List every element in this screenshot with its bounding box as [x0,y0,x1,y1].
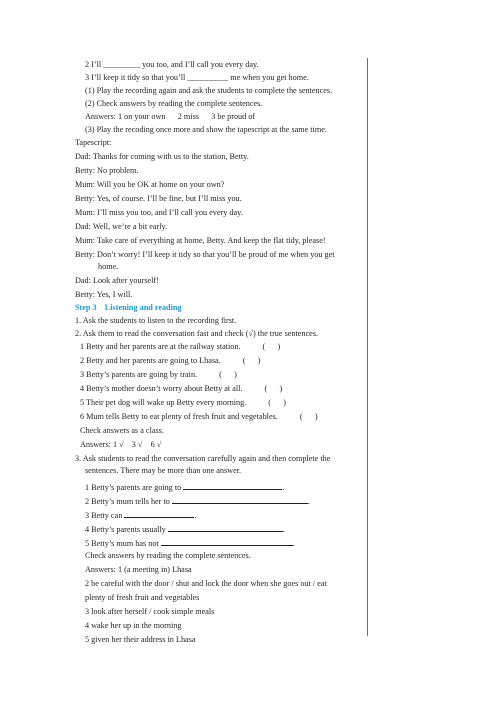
tapescript-line-continued: home. [98,262,119,271]
answers-1: Answers: 1 on your own 2 miss 3 be proud of [85,112,256,121]
answers-3: Answers: 1 (a meeting in) Lhasa [85,565,192,574]
answer-blank [124,509,194,518]
instruction-3: (3) Play the recoding once more and show the tapescript at the same time. [85,125,327,134]
tapescript-line: Mum: I’ll miss you too, and I’ll call you every day. [75,208,243,217]
answers-2: Answers: 1 √ 3 √ 6 √ [80,440,162,449]
tapescript-line: Betty: Don’t worry! I’ll keep it tidy so that you’ll be proud of me when you get [75,250,335,259]
answers-3-line: 4 wake her up in the morning [85,621,182,630]
step3-item-3-continued: sentences. There may be more than one answer. [85,466,242,475]
answer-blank [168,523,283,532]
step3-item-1: 1. Ask the students to listen to the recording first. [75,316,237,325]
instruction-1: (1) Play the recording again and ask the students to complete the sentences. [85,86,333,95]
check-note: Check answers as a class. [80,426,164,435]
step3-item-3: 3. Ask students to read the conversation carefully again and then complete the [75,454,331,463]
check-note-3: Check answers by reading the complete sentences. [85,551,251,560]
fill-item-2: 2 Betty’s mum tells her to . [85,497,310,506]
tapescript-line: Betty: Yes, of course. I’ll be fine, but I’ll miss you. [75,194,242,203]
fill-item-3: 3 Betty can . [85,511,197,520]
fill-item-1: 1 Betty’s parents are going to . [85,483,285,492]
margin-rule [367,58,368,636]
answer-parentheses: ( ) [219,370,237,379]
tapescript-line: Dad: Look after yourself! [75,276,159,285]
answer-blank [183,481,282,490]
tapescript-line: Betty: No problem. [75,166,139,175]
step3-heading: Step 3 Listening and reading [75,303,182,312]
check-sentence-2: 2 Betty and her parents are going to Lhasa. ( ) [80,356,261,365]
answer-blank [161,537,293,546]
answers-3-line: 5 given her their address in Lhasa [85,635,196,644]
tapescript-line: Mum: Will you be OK at home on your own? [75,180,225,189]
fill-item-4: 4 Betty’s parents usually . [85,525,285,534]
check-sentence-6: 6 Mum tells Betty to eat plenty of fresh fruit and vegetables. ( ) [80,412,318,421]
check-sentence-5: 5 Their pet dog will wake up Betty every morning. ( ) [80,398,287,407]
tapescript-line: Betty: Yes, I will. [75,290,133,299]
answers-3-line: 3 look after herself / cook simple meals [85,607,215,616]
answer-parentheses: ( ) [242,356,261,365]
step3-item-2: 2. Ask them to read the conversation fast and check (√) the true sentences. [75,329,318,338]
check-sentence-4: 4 Betty’s mother doesn’t worry about Betty at all. ( ) [80,384,283,393]
answer-blank [172,495,308,504]
answers-3-line: plenty of fresh fruit and vegetables [85,593,200,602]
tapescript-line: Dad: Thanks for coming with us to the station, Betty. [75,152,249,161]
answer-parentheses: ( ) [262,342,281,351]
fill-sentence-2: 2 I’ll _________ you too, and I’ll call you every day. [85,60,259,69]
answer-parentheses: ( ) [299,412,318,421]
check-sentence-1: 1 Betty and her parents are at the railway station. ( ) [80,342,281,351]
tapescript-line: Dad: Well, we’re a bit early. [75,222,168,231]
fill-sentence-3: 3 I’ll keep it tidy so that you’ll __________ me when you get home. [85,73,309,82]
instruction-2: (2) Check answers by reading the complete sentences. [85,99,263,108]
answer-parentheses: ( ) [264,384,283,393]
tapescript-line: Mum: Take care of everything at home, Betty. And keep the flat tidy, please! [75,236,326,245]
answers-3-line: 2 be careful with the door / shut and lock the door when she goes out / eat [85,579,327,588]
tapescript-title: Tapescript: [75,138,112,147]
fill-item-5: 5 Betty’s mum has not . [85,539,295,548]
check-sentence-3: 3 Betty’s parents are going by train. ( ) [80,370,237,379]
answer-parentheses: ( ) [268,398,287,407]
